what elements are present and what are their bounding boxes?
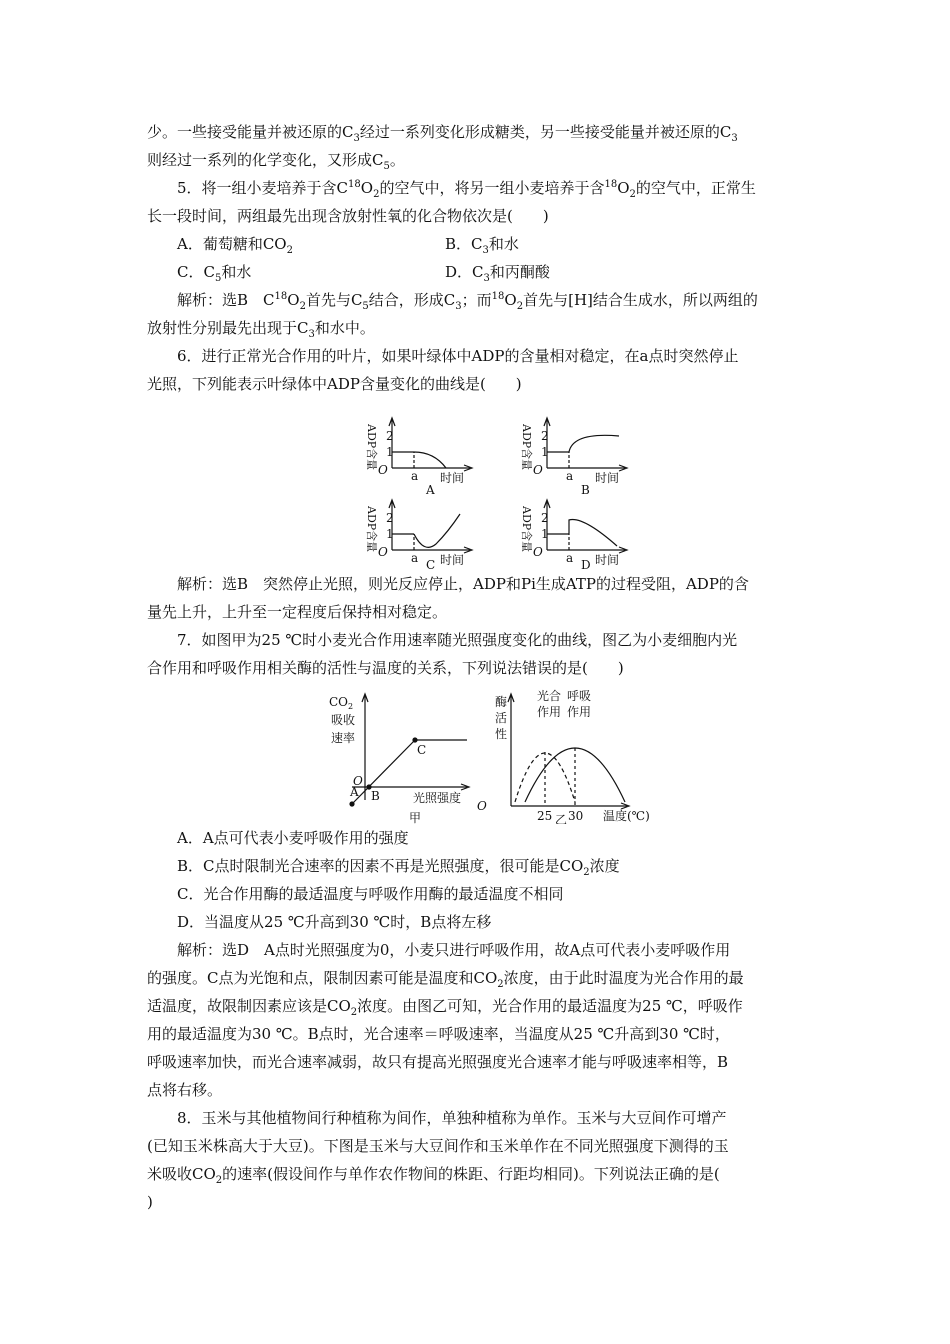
jia-origin: O (353, 774, 363, 788)
question-7-stem: 7．如图甲为25 ℃时小麦光合作用速率随光照强度变化的曲线，图乙为小麦细胞内光 合作用和呼吸作用相关酶的活性与温度的关系，下列说法错误的是( ) (147, 631, 738, 677)
option-d: D．$C_3$和丙酮酸 (445, 263, 550, 284)
document-body (147, 118, 807, 1216)
yi-tick-30: 30 (568, 809, 584, 823)
y-label: ADP含量 (365, 424, 378, 471)
yi-ylabel-3: 性 (495, 727, 508, 741)
yi-resp-label-1: 呼吸 (567, 689, 592, 703)
question-7-option-d: D．当温度从25 ℃升高到30 ℃时，B点将左移 (177, 913, 492, 931)
question-5-options-row2 (147, 258, 807, 286)
question-6-answer: 解析：选B 突然停止光照，则光反应停止，ADP和Pi生成ATP的过程受阻，ADP的含 量先上升，上升至一定程度后保持相对稳定。 (147, 575, 749, 621)
jia-caption: 甲 (409, 811, 422, 824)
tick-1: 1 (386, 527, 394, 541)
tick-2: 2 (541, 511, 549, 525)
x-label: 时间 (440, 553, 465, 567)
question-7-answer: 解析：选D A点时光照强度为0，小麦只进行呼吸作用，故A点可代表小麦呼吸作用 的强度。C点为光饱和点，限制因素可能是温度和$CO_2$浓度，由于此时温度为光合作用的最 适温度，故限制因素应该是$CO_2$浓度。由图乙可知，光合作用的最适温度为25 ℃，呼吸作 用的最适温度为30 ℃。B点时，光合速率＝呼吸速率，当温度从25 ℃升高到30 ℃时， 呼吸速率加快，而光合速率减弱，故只有提高光照强度光合速率才能与呼吸速率相等，B 点将右移。 (147, 941, 744, 1099)
tick-2: 2 (386, 511, 394, 525)
jia-point-b: B (371, 789, 380, 803)
option-b: B．$C_3$和水 (445, 235, 519, 256)
question-6-figures (147, 402, 807, 570)
question-7-figures (147, 684, 807, 824)
yi-origin: O (477, 799, 487, 813)
yi-photo-label-1: 光合 (537, 689, 562, 703)
origin: O (533, 545, 543, 559)
paragraph-continuation: 少。一些接受能量并被还原的$C_3$经过一系列变化形成糖类，另一些接受能量并被还原的$C_3$ 则经过一系列的化学变化，又形成$C_5$。 (147, 123, 738, 172)
adp-curves-figure (147, 402, 807, 570)
jia-point-a: A (350, 785, 359, 799)
tick-a: a (566, 551, 574, 565)
x-label: 时间 (440, 471, 465, 485)
question-5-stem: 5．将一组小麦培养于含$C^{18}O_2$的空气中，将另一组小麦培养于含$^{18}O_2$的空气中，正常生 长一段时间，两组最先出现含放射性氧的化合物依次是( ) (147, 179, 756, 225)
question-6-stem: 6．进行正常光合作用的叶片，如果叶绿体中ADP的含量相对稳定，在a点时突然停止 光照，下列能表示叶绿体中ADP含量变化的曲线是( ) (147, 347, 739, 393)
y-label: ADP含量 (365, 506, 378, 553)
tick-1: 1 (541, 527, 549, 541)
tick-1: 1 (541, 445, 549, 459)
tick-2: 2 (541, 429, 549, 443)
panel-label-b: B (581, 483, 590, 497)
origin: O (533, 463, 543, 477)
jia-point-c: C (417, 743, 427, 757)
option-c: C．$C_5$和水 (177, 263, 252, 284)
option-a: A．葡萄糖和$CO_2$ (177, 235, 293, 256)
panel-label-c: C (426, 558, 436, 570)
tick-a: a (411, 551, 419, 565)
tick-a: a (566, 469, 574, 483)
panel-label-a: A (426, 483, 435, 497)
yi-resp-label-2: 作用 (567, 705, 592, 719)
question-5-answer: 解析：选B $C^{18}O_2$首先与$C_5$结合，形成$C_3$；而$^{18}O_2$首先与[H]结合生成水，所以两组的 放射性分别最先出现于$C_3$和水中。 (147, 291, 758, 340)
question-5-options-row1 (147, 230, 807, 258)
yi-tick-25: 25 (537, 809, 553, 823)
x-label: 时间 (595, 471, 620, 485)
question-7-option-b: B．C点时限制光合速率的因素不再是光照强度，很可能是$CO_2$浓度 (177, 857, 620, 878)
yi-photo-label-2: 作用 (537, 705, 562, 719)
jia-ylabel-3: 速率 (331, 731, 356, 745)
question-7-option-a: A．A点可代表小麦呼吸作用的强度 (177, 829, 409, 847)
question-8-stem: 8．玉米与其他植物间行种植称为间作，单独种植称为单作。玉米与大豆间作可增产 (已知玉米株高大于大豆)。下图是玉米与大豆间作和玉米单作在不同光照强度下测得的玉 米吸收$CO_2$的速率(假设间作与单作农作物间的株距、行距均相同)。下列说法正确的是( ) (147, 1109, 729, 1211)
origin: O (378, 545, 388, 559)
figure-jia (350, 694, 469, 806)
y-label: ADP含量 (520, 506, 533, 553)
tick-a: a (411, 469, 419, 483)
x-label: 时间 (595, 553, 620, 567)
yi-ylabel-2: 活 (495, 711, 508, 725)
yi-ylabel-1: 酶 (495, 695, 508, 709)
origin: O (378, 463, 388, 477)
jia-ylabel-2: 吸收 (331, 713, 356, 727)
jia-ylabel-1: $CO_2$ (329, 695, 354, 711)
question-7-option-c: C．光合作用酶的最适温度与呼吸作用酶的最适温度不相同 (177, 885, 564, 903)
adp-curve-c (414, 514, 460, 547)
tick-1: 1 (386, 445, 394, 459)
panel-label-d: D (581, 558, 591, 570)
adp-curve-d (569, 520, 617, 546)
yi-xlabel: 温度(℃) (603, 809, 650, 823)
tick-2: 2 (386, 429, 394, 443)
yi-caption: 乙 (555, 813, 568, 824)
y-label: ADP含量 (520, 424, 533, 471)
photosynthesis-figures (147, 684, 807, 824)
adp-curve-a (414, 452, 446, 468)
adp-curve-b (569, 435, 619, 452)
jia-xlabel: 光照强度 (413, 791, 462, 805)
